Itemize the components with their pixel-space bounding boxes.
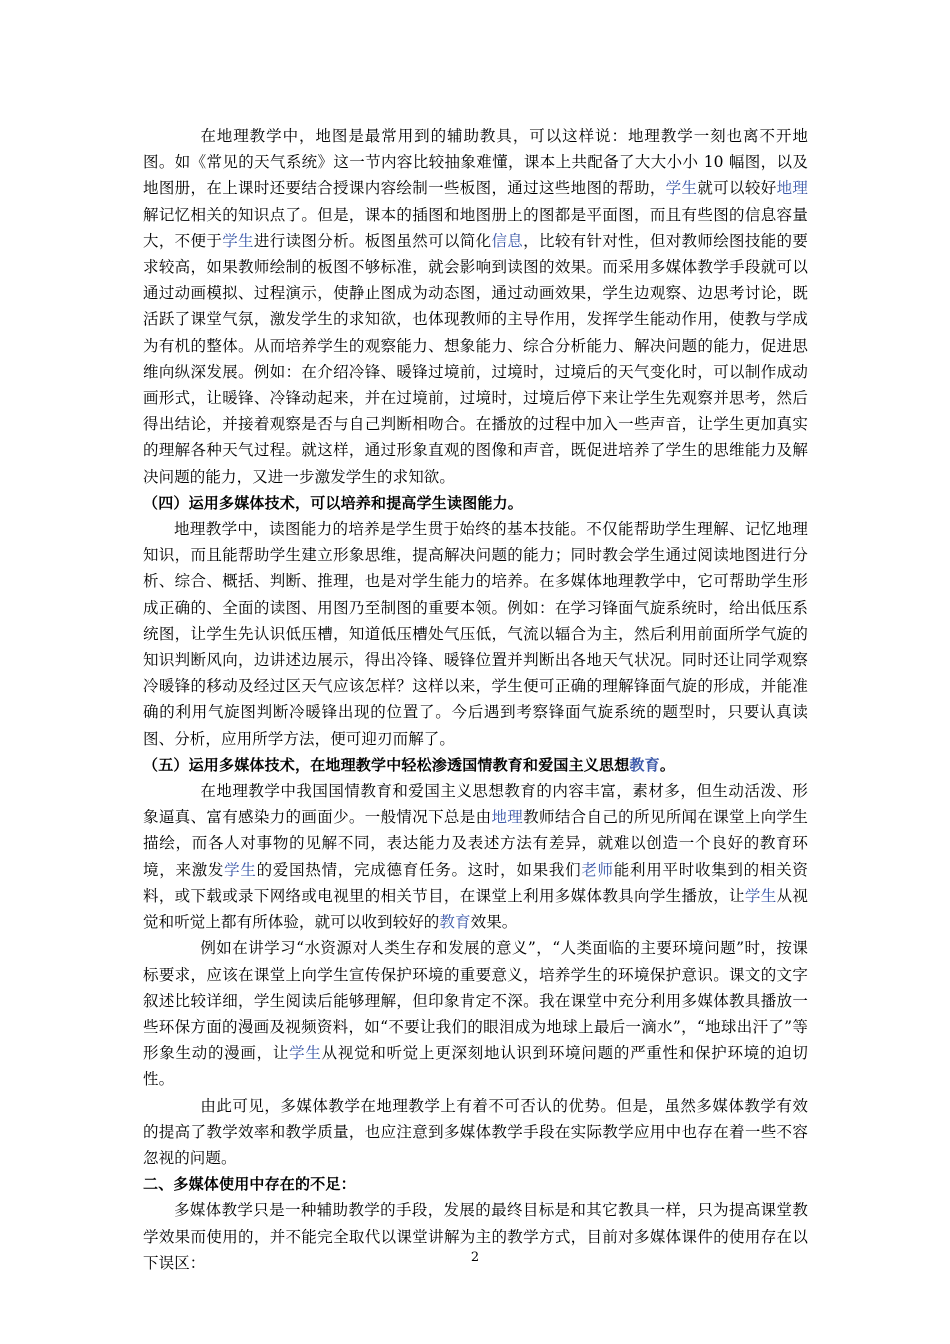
text-run: 就可以较好	[697, 179, 777, 198]
text-run: ，比较有针对性，但对教师绘图技能的要求较高，如果教师绘制的板图不够标准，就会影响到读图的效果。而采用多媒体教学手段就可以通过动画模拟、过程演示，使静止图成为动态图，通过动画效果，学生边观察、边思考讨论，既活跃了课堂气氛，激发学生的求知欲，也体现教师的主导作用，发挥学生能动作用，使教与学成为有机的整体。从而培养学生的观察能力、想象能力、综合分析能力、解决问题的能力，促进思维向纵深发展。例如：在介绍冷锋、暖锋过境前，过境时，过境后的天气变化时，可以制作成动画形式，让暖锋、冷锋动起来，并在过境前，过境时，过境后停下来让学生先观察并思考，然后得出结论，并接着观察是否与自己判断相吻合。在播放的过程中加入一些声音，让学生更加真实的理解各种天气过程。就这样，通过形象直观的图像和声音，既促进培养了学生的思维能力及解决问题的能力，又进一步激发学生的求知欲。	[143, 231, 809, 486]
hyperlink-keyword[interactable]: 学生	[222, 231, 254, 250]
text-run: （五）运用多媒体技术，在地理教学中轻松渗透国情教育和爱国主义思想	[143, 755, 630, 774]
hyperlink-keyword[interactable]: 学生	[744, 886, 777, 905]
paragraph-map-reading	[143, 516, 808, 752]
paragraph-conclusion	[143, 1093, 808, 1172]
hyperlink-keyword[interactable]: 学生	[665, 179, 698, 198]
paragraph-map-teaching	[143, 123, 808, 490]
section-heading-5	[143, 752, 808, 778]
page-number: 2	[470, 1250, 480, 1265]
hyperlink-keyword[interactable]: 教育	[629, 755, 660, 774]
text-run: 解记忆相关的知识点了。但是，课本的插图和地图册上的图都是平面图，而且有些图的信息容量大，不便于	[143, 205, 808, 250]
text-run: 在地理教学中我国国情教育和爱国主义思想教育的内容丰富，素材多，但生动活泼、形象逼真、富有感染力的画面少。一般情况下总是由	[143, 782, 808, 827]
text-run: 地理教学中，读图能力的培养是学生贯于始终的基本技能。不仅能帮助学生理解、记忆地理知识，而且能帮助学生建立形象思维，提高解决问题的能力；同时教会学生通过阅读地图进行分析、综合、概括、判断、推理，也是对学生能力的培养。在多媒体地理教学中，它可帮助学生形成正确的、全面的读图、用图乃至制图的重要本领。例如：在学习锋面气旋系统时，给出低压系统图，让学生先认识低压槽，知道低压槽处气压低，气流以辐合为主，然后利用前面所学气旋的知识判断风向，边讲述边展示，得出冷锋、暖锋位置并判断出各地天气状况。同时还让同学观察冷暖锋的移动及经过区天气应该怎样？这样以来，学生便可正确的理解锋面气旋的形成，并能准确的利用气旋图判断冷暖锋出现的位置了。今后遇到考察锋面气旋系统的题型时，只要认真读图、分析，应用所学方法，便可迎刃而解了。	[143, 520, 808, 748]
text-run: 由此可见，多媒体教学在地理教学上有着不可否认的优势。但是，虽然多媒体教学有效的提高了教学效率和教学质量，也应注意到多媒体教学手段在实际教学应用中也存在着一些不容忽视的问题。	[143, 1096, 808, 1167]
hyperlink-keyword[interactable]: 教育	[439, 913, 471, 932]
paragraph-patriotic-education	[143, 778, 808, 935]
text-run: 进行读图分析。板图虽然可以简化	[253, 231, 492, 250]
text-run: 。	[659, 755, 676, 774]
text-run: 的爱国热情，完成德育任务。这时，如果我们	[256, 860, 582, 879]
text-run: 能利用平时收集到的相关资料，或下载或录下网络或电视里的相关节目，在课堂上利用多媒体教具向学生播放，让	[143, 860, 808, 905]
hyperlink-keyword[interactable]: 地理	[491, 808, 524, 827]
hyperlink-keyword[interactable]: 学生	[289, 1044, 322, 1063]
text-run: 在地理教学中，地图是最常用到的辅助教具，可以这样说：地理教学一刻也离不开地图。如《常见的天气系统》这一节内容比较抽象难懂，课本上共配备了大大小小 10 幅图，以及地图册，在上课时还要结合授课内容绘制一些板图，通过这些地图的帮助，	[143, 127, 808, 198]
text-run: 从视觉和听觉上都有所体验，就可以收到较好的	[143, 886, 809, 932]
hyperlink-keyword[interactable]: 老师	[581, 860, 614, 879]
text-run: 多媒体教学只是一种辅助教学的手段，发展的最终目标是和其它教具一样，只为提高课堂教学效果而使用的，并不能完全取代以课堂讲解为主的教学方式，目前对多媒体课件的使用存在以下误区：	[143, 1201, 808, 1272]
text-run: 效果。	[470, 913, 518, 932]
section-heading-4: （四）运用多媒体技术，可以培养和提高学生读图能力。	[143, 493, 524, 512]
section-heading-2: 二、多媒体使用中存在的不足：	[143, 1175, 356, 1194]
hyperlink-keyword[interactable]: 地理	[776, 179, 809, 198]
document-body	[143, 123, 808, 1276]
hyperlink-keyword[interactable]: 学生	[224, 860, 257, 879]
text-run: 教师结合自己的所见所闻在课堂上向学生描绘，而各人对事物的见解不同，表达能力及表述方法有差异，就难以创造一个良好的教育环境，来激发	[143, 808, 808, 879]
hyperlink-keyword[interactable]: 信息	[491, 231, 524, 250]
text-run: 例如在讲学习“水资源对人类生存和发展的意义”，“人类面临的主要环境问题”时，按课标要求，应该在课堂上向学生宣传保护环境的重要意义，培养学生的环境保护意识。课文的文字叙述比较详细，学生阅读后能够理解，但印象肯定不深。我在课堂中充分利用多媒体教具播放一些环保方面的漫画及视频资料，如“不要让我们的眼泪成为地球上最后一滴水”，“地球出汗了”等形象生动的漫画，让	[143, 939, 808, 1063]
paragraph-environment-example	[143, 935, 808, 1092]
text-run: 从视觉和听觉上更深刻地认识到环境问题的严重性和保护环境的迫切性。	[143, 1044, 809, 1089]
